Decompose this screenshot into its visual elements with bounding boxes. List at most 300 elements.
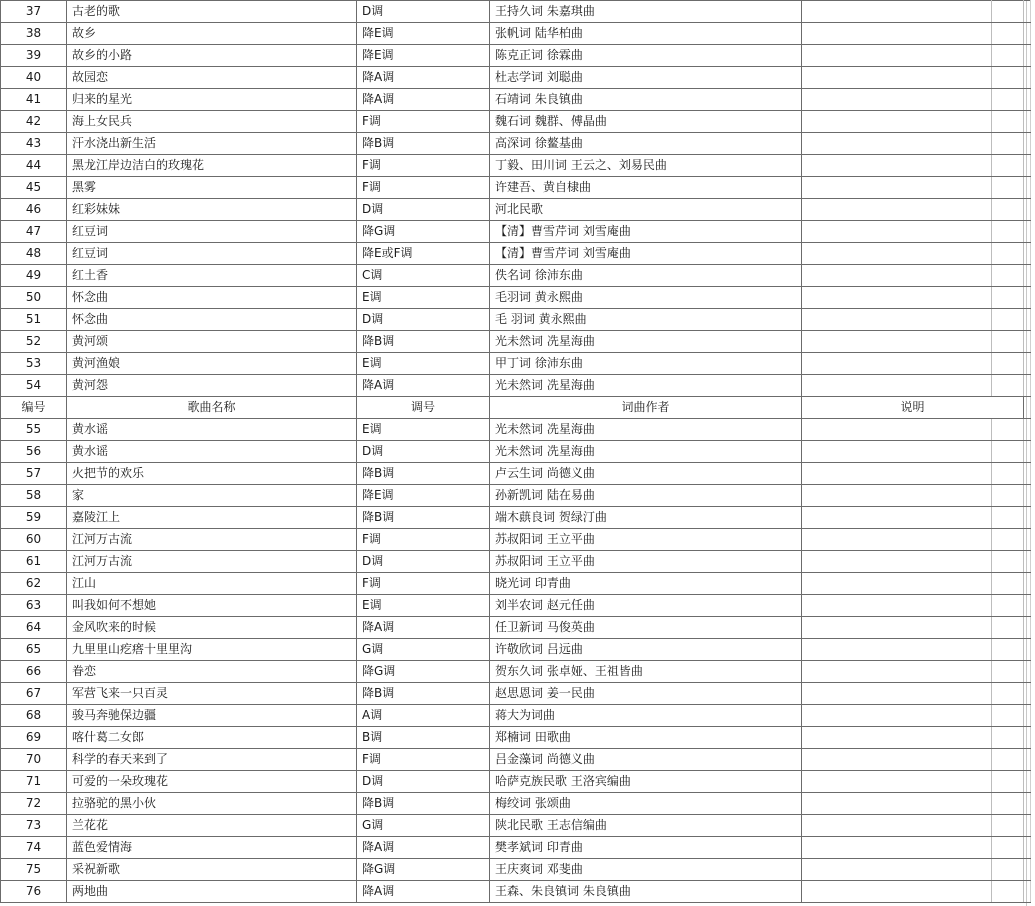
gap-cell — [1024, 749, 1031, 771]
song-name: 汗水浇出新生活 — [67, 133, 357, 155]
extra-cell — [992, 837, 1024, 859]
note-cell — [802, 859, 992, 881]
note-cell — [802, 639, 992, 661]
gap-cell — [1024, 45, 1031, 67]
note-cell — [802, 551, 992, 573]
gap-cell — [1024, 177, 1031, 199]
song-name: 归来的星光 — [67, 89, 357, 111]
song-author: 【清】曹雪芹词 刘雪庵曲 — [490, 243, 802, 265]
table-row — [1, 793, 1031, 815]
table-row — [1, 661, 1031, 683]
song-key: E调 — [357, 419, 490, 441]
song-author: 光未然词 冼星海曲 — [490, 375, 802, 397]
row-number: 51 — [1, 309, 67, 331]
song-author: 王持久词 朱嘉琪曲 — [490, 1, 802, 23]
gap-cell — [1024, 727, 1031, 749]
extra-cell — [992, 727, 1024, 749]
song-name: 蓝色爱情海 — [67, 837, 357, 859]
song-author: 光未然词 冼星海曲 — [490, 331, 802, 353]
song-key: 降A调 — [357, 375, 490, 397]
row-number: 40 — [1, 67, 67, 89]
note-cell — [802, 353, 992, 375]
table-row — [1, 727, 1031, 749]
extra-cell — [992, 749, 1024, 771]
table-row — [1, 771, 1031, 793]
gap-cell — [1024, 419, 1031, 441]
table-row — [1, 837, 1031, 859]
extra-cell — [992, 551, 1024, 573]
row-number: 75 — [1, 859, 67, 881]
gap-cell — [1024, 815, 1031, 837]
row-number: 44 — [1, 155, 67, 177]
song-key: A调 — [357, 705, 490, 727]
gap-cell — [1024, 133, 1031, 155]
row-number: 55 — [1, 419, 67, 441]
extra-cell — [992, 771, 1024, 793]
table-row — [1, 617, 1031, 639]
table-row — [1, 177, 1031, 199]
table-header — [1, 397, 1031, 419]
gap-cell — [1024, 837, 1031, 859]
song-author: 光未然词 冼星海曲 — [490, 441, 802, 463]
song-key: F调 — [357, 111, 490, 133]
song-author: 王森、朱良镇词 朱良镇曲 — [490, 881, 802, 903]
note-cell — [802, 793, 992, 815]
note-cell — [802, 265, 992, 287]
note-cell — [802, 485, 992, 507]
table-row — [1, 441, 1031, 463]
note-cell — [802, 419, 992, 441]
song-author: 光未然词 冼星海曲 — [490, 419, 802, 441]
song-name: 海上女民兵 — [67, 111, 357, 133]
table-row — [1, 529, 1031, 551]
song-author: 赵思恩词 姜一民曲 — [490, 683, 802, 705]
table-row — [1, 815, 1031, 837]
row-number: 48 — [1, 243, 67, 265]
song-author: 石靖词 朱良镇曲 — [490, 89, 802, 111]
table-row — [1, 705, 1031, 727]
song-name: 黑雾 — [67, 177, 357, 199]
gap-cell — [1024, 221, 1031, 243]
row-number: 47 — [1, 221, 67, 243]
note-cell — [802, 771, 992, 793]
song-name: 喀什葛二女郎 — [67, 727, 357, 749]
note-cell — [802, 617, 992, 639]
gap-cell — [1024, 331, 1031, 353]
table-row — [1, 265, 1031, 287]
note-cell — [802, 45, 992, 67]
song-author: 许建吾、黄自棣曲 — [490, 177, 802, 199]
gap-cell — [1024, 507, 1031, 529]
extra-cell — [992, 529, 1024, 551]
row-number: 71 — [1, 771, 67, 793]
extra-cell — [992, 661, 1024, 683]
note-cell — [802, 815, 992, 837]
song-key: D调 — [357, 771, 490, 793]
song-key: F调 — [357, 155, 490, 177]
row-number: 52 — [1, 331, 67, 353]
extra-cell — [992, 617, 1024, 639]
extra-cell — [992, 287, 1024, 309]
note-cell — [802, 287, 992, 309]
extra-cell — [992, 23, 1024, 45]
note-cell — [802, 463, 992, 485]
song-key: 降G调 — [357, 221, 490, 243]
table-row — [1, 67, 1031, 89]
note-cell — [802, 595, 992, 617]
song-key: D调 — [357, 441, 490, 463]
song-name: 兰花花 — [67, 815, 357, 837]
table-row — [1, 1, 1031, 23]
note-cell — [802, 705, 992, 727]
extra-cell — [992, 199, 1024, 221]
song-key: 降B调 — [357, 463, 490, 485]
song-author: 杜志学词 刘聪曲 — [490, 67, 802, 89]
song-name: 古老的歌 — [67, 1, 357, 23]
song-key: 降A调 — [357, 837, 490, 859]
row-number: 70 — [1, 749, 67, 771]
song-author: 孙新凯词 陆在易曲 — [490, 485, 802, 507]
song-name: 红彩妹妹 — [67, 199, 357, 221]
song-key: 降G调 — [357, 859, 490, 881]
song-key: 降G调 — [357, 661, 490, 683]
gap-cell — [1024, 881, 1031, 903]
table-row — [1, 23, 1031, 45]
table-row — [1, 375, 1031, 397]
song-author: 许敬欣词 吕远曲 — [490, 639, 802, 661]
song-name: 科学的春天来到了 — [67, 749, 357, 771]
song-author: 任卫新词 马俊英曲 — [490, 617, 802, 639]
extra-cell — [992, 507, 1024, 529]
extra-cell — [992, 331, 1024, 353]
song-author: 苏叔阳词 王立平曲 — [490, 529, 802, 551]
song-key: 降B调 — [357, 507, 490, 529]
song-name: 江河万古流 — [67, 529, 357, 551]
row-number: 57 — [1, 463, 67, 485]
song-author: 毛羽词 黄永熙曲 — [490, 287, 802, 309]
row-number: 39 — [1, 45, 67, 67]
row-number: 67 — [1, 683, 67, 705]
song-key: D调 — [357, 551, 490, 573]
song-key: 降B调 — [357, 683, 490, 705]
table-row — [1, 243, 1031, 265]
song-name: 黄水谣 — [67, 419, 357, 441]
gap-cell — [1024, 287, 1031, 309]
gap-cell — [1024, 199, 1031, 221]
table-row — [1, 573, 1031, 595]
song-key: D调 — [357, 309, 490, 331]
song-author: 端木蕻良词 贺绿汀曲 — [490, 507, 802, 529]
song-key: D调 — [357, 1, 490, 23]
table-row — [1, 507, 1031, 529]
song-author: 晓光词 印青曲 — [490, 573, 802, 595]
extra-cell — [992, 45, 1024, 67]
header-key: 调号 — [357, 397, 490, 419]
song-author: 苏叔阳词 王立平曲 — [490, 551, 802, 573]
song-name: 两地曲 — [67, 881, 357, 903]
song-author: 高深词 徐鳌基曲 — [490, 133, 802, 155]
row-number: 59 — [1, 507, 67, 529]
extra-cell — [992, 639, 1024, 661]
row-number: 58 — [1, 485, 67, 507]
gap-cell — [1024, 793, 1031, 815]
song-author: 樊孝斌词 印青曲 — [490, 837, 802, 859]
extra-cell — [992, 67, 1024, 89]
song-key: E调 — [357, 353, 490, 375]
song-name: 黄河颂 — [67, 331, 357, 353]
row-number: 54 — [1, 375, 67, 397]
extra-cell — [992, 573, 1024, 595]
song-author: 河北民歌 — [490, 199, 802, 221]
song-name: 骏马奔驰保边疆 — [67, 705, 357, 727]
song-name: 江山 — [67, 573, 357, 595]
song-author: 卢云生词 尚德义曲 — [490, 463, 802, 485]
song-name: 拉骆驼的黑小伙 — [67, 793, 357, 815]
gap-cell — [1024, 705, 1031, 727]
header-num: 编号 — [1, 397, 67, 419]
song-name: 军营飞来一只百灵 — [67, 683, 357, 705]
song-key: 降E调 — [357, 485, 490, 507]
header-name: 歌曲名称 — [67, 397, 357, 419]
note-cell — [802, 837, 992, 859]
table-row — [1, 155, 1031, 177]
gap-cell — [1024, 595, 1031, 617]
song-name: 家 — [67, 485, 357, 507]
song-author: 郑楠词 田歌曲 — [490, 727, 802, 749]
extra-cell — [992, 881, 1024, 903]
note-cell — [802, 529, 992, 551]
song-author: 陈克正词 徐霖曲 — [490, 45, 802, 67]
note-cell — [802, 243, 992, 265]
gap-cell — [1024, 67, 1031, 89]
note-cell — [802, 177, 992, 199]
header-gap — [1024, 397, 1031, 419]
song-author: 【清】曹雪芹词 刘雪庵曲 — [490, 221, 802, 243]
song-name: 叫我如何不想她 — [67, 595, 357, 617]
table-row — [1, 111, 1031, 133]
row-number: 37 — [1, 1, 67, 23]
row-number: 61 — [1, 551, 67, 573]
song-key: 降A调 — [357, 617, 490, 639]
extra-cell — [992, 375, 1024, 397]
note-cell — [802, 749, 992, 771]
song-key: C调 — [357, 265, 490, 287]
extra-cell — [992, 485, 1024, 507]
song-key: F调 — [357, 529, 490, 551]
song-name: 黑龙江岸边洁白的玫瑰花 — [67, 155, 357, 177]
gap-cell — [1024, 441, 1031, 463]
song-name: 金风吹来的时候 — [67, 617, 357, 639]
song-key: D调 — [357, 199, 490, 221]
row-number: 74 — [1, 837, 67, 859]
extra-cell — [992, 683, 1024, 705]
song-key: G调 — [357, 639, 490, 661]
row-number: 64 — [1, 617, 67, 639]
table-row — [1, 45, 1031, 67]
song-author: 吕金藻词 尚德义曲 — [490, 749, 802, 771]
table-row — [1, 287, 1031, 309]
gap-cell — [1024, 573, 1031, 595]
note-cell — [802, 441, 992, 463]
gap-cell — [1024, 617, 1031, 639]
extra-cell — [992, 309, 1024, 331]
song-name: 红豆词 — [67, 221, 357, 243]
song-key: 降A调 — [357, 881, 490, 903]
extra-cell — [992, 353, 1024, 375]
extra-cell — [992, 815, 1024, 837]
row-number: 38 — [1, 23, 67, 45]
song-key: F调 — [357, 177, 490, 199]
song-key: 降A调 — [357, 67, 490, 89]
gap-cell — [1024, 683, 1031, 705]
table-row — [1, 89, 1031, 111]
song-name: 故乡的小路 — [67, 45, 357, 67]
note-cell — [802, 661, 992, 683]
extra-cell — [992, 419, 1024, 441]
row-number: 73 — [1, 815, 67, 837]
song-name: 嘉陵江上 — [67, 507, 357, 529]
table-row — [1, 353, 1031, 375]
song-key: F调 — [357, 749, 490, 771]
table-row — [1, 133, 1031, 155]
song-author: 梅绞词 张颂曲 — [490, 793, 802, 815]
note-cell — [802, 89, 992, 111]
extra-cell — [992, 1, 1024, 23]
extra-cell — [992, 243, 1024, 265]
song-key: 降E调 — [357, 23, 490, 45]
gap-cell — [1024, 353, 1031, 375]
header-row — [1, 397, 1031, 419]
extra-cell — [992, 265, 1024, 287]
row-number: 76 — [1, 881, 67, 903]
song-name: 怀念曲 — [67, 287, 357, 309]
note-cell — [802, 133, 992, 155]
song-name: 红豆词 — [67, 243, 357, 265]
note-cell — [802, 155, 992, 177]
note-cell — [802, 67, 992, 89]
table-row — [1, 309, 1031, 331]
song-name: 可爱的一朵玫瑰花 — [67, 771, 357, 793]
song-key: 降E调 — [357, 45, 490, 67]
row-number: 41 — [1, 89, 67, 111]
note-cell — [802, 507, 992, 529]
gap-cell — [1024, 529, 1031, 551]
song-author: 刘半农词 赵元任曲 — [490, 595, 802, 617]
song-key: 降B调 — [357, 331, 490, 353]
row-number: 50 — [1, 287, 67, 309]
song-name: 江河万古流 — [67, 551, 357, 573]
gap-cell — [1024, 243, 1031, 265]
gap-cell — [1024, 375, 1031, 397]
song-author: 贺东久词 张卓娅、王祖皆曲 — [490, 661, 802, 683]
table-row — [1, 221, 1031, 243]
row-number: 63 — [1, 595, 67, 617]
extra-cell — [992, 463, 1024, 485]
extra-cell — [992, 89, 1024, 111]
table-row — [1, 419, 1031, 441]
table-row — [1, 595, 1031, 617]
gap-cell — [1024, 111, 1031, 133]
table-body-bottom — [1, 419, 1031, 903]
row-number: 69 — [1, 727, 67, 749]
note-cell — [802, 23, 992, 45]
song-key: 降E或F调 — [357, 243, 490, 265]
song-key: E调 — [357, 595, 490, 617]
table-row — [1, 683, 1031, 705]
song-key: 降B调 — [357, 133, 490, 155]
row-number: 68 — [1, 705, 67, 727]
row-number: 46 — [1, 199, 67, 221]
extra-cell — [992, 441, 1024, 463]
gap-cell — [1024, 661, 1031, 683]
gap-cell — [1024, 639, 1031, 661]
song-key: G调 — [357, 815, 490, 837]
extra-cell — [992, 133, 1024, 155]
song-name: 黄河怨 — [67, 375, 357, 397]
song-author: 魏石词 魏群、傅晶曲 — [490, 111, 802, 133]
table-row — [1, 859, 1031, 881]
table-row — [1, 331, 1031, 353]
row-number: 56 — [1, 441, 67, 463]
gap-cell — [1024, 265, 1031, 287]
note-cell — [802, 375, 992, 397]
table-row — [1, 463, 1031, 485]
song-name: 九里里山疙瘩十里里沟 — [67, 639, 357, 661]
song-name: 黄河渔娘 — [67, 353, 357, 375]
gap-cell — [1024, 309, 1031, 331]
song-name: 眷恋 — [67, 661, 357, 683]
row-number: 42 — [1, 111, 67, 133]
header-note: 说明 — [802, 397, 1024, 419]
gap-cell — [1024, 1, 1031, 23]
header-author: 词曲作者 — [490, 397, 802, 419]
table-row — [1, 881, 1031, 903]
song-name: 故园恋 — [67, 67, 357, 89]
song-name: 红土香 — [67, 265, 357, 287]
table-row — [1, 199, 1031, 221]
row-number: 43 — [1, 133, 67, 155]
row-number: 65 — [1, 639, 67, 661]
song-author: 哈萨克族民歌 王洛宾编曲 — [490, 771, 802, 793]
song-name: 采祝新歌 — [67, 859, 357, 881]
table-row — [1, 485, 1031, 507]
song-key: E调 — [357, 287, 490, 309]
row-number: 66 — [1, 661, 67, 683]
song-author: 毛 羽词 黄永熙曲 — [490, 309, 802, 331]
gap-cell — [1024, 89, 1031, 111]
song-key: F调 — [357, 573, 490, 595]
gap-cell — [1024, 771, 1031, 793]
row-number: 49 — [1, 265, 67, 287]
note-cell — [802, 111, 992, 133]
table-row — [1, 749, 1031, 771]
song-author: 佚名词 徐沛东曲 — [490, 265, 802, 287]
note-cell — [802, 573, 992, 595]
row-number: 60 — [1, 529, 67, 551]
gap-cell — [1024, 463, 1031, 485]
song-name: 火把节的欢乐 — [67, 463, 357, 485]
song-author: 丁毅、田川词 王云之、刘易民曲 — [490, 155, 802, 177]
extra-cell — [992, 177, 1024, 199]
table-body-top — [1, 1, 1031, 397]
song-author: 甲丁词 徐沛东曲 — [490, 353, 802, 375]
gap-cell — [1024, 551, 1031, 573]
gap-cell — [1024, 23, 1031, 45]
song-author: 张帆词 陆华柏曲 — [490, 23, 802, 45]
gap-cell — [1024, 485, 1031, 507]
song-key: 降B调 — [357, 793, 490, 815]
note-cell — [802, 309, 992, 331]
